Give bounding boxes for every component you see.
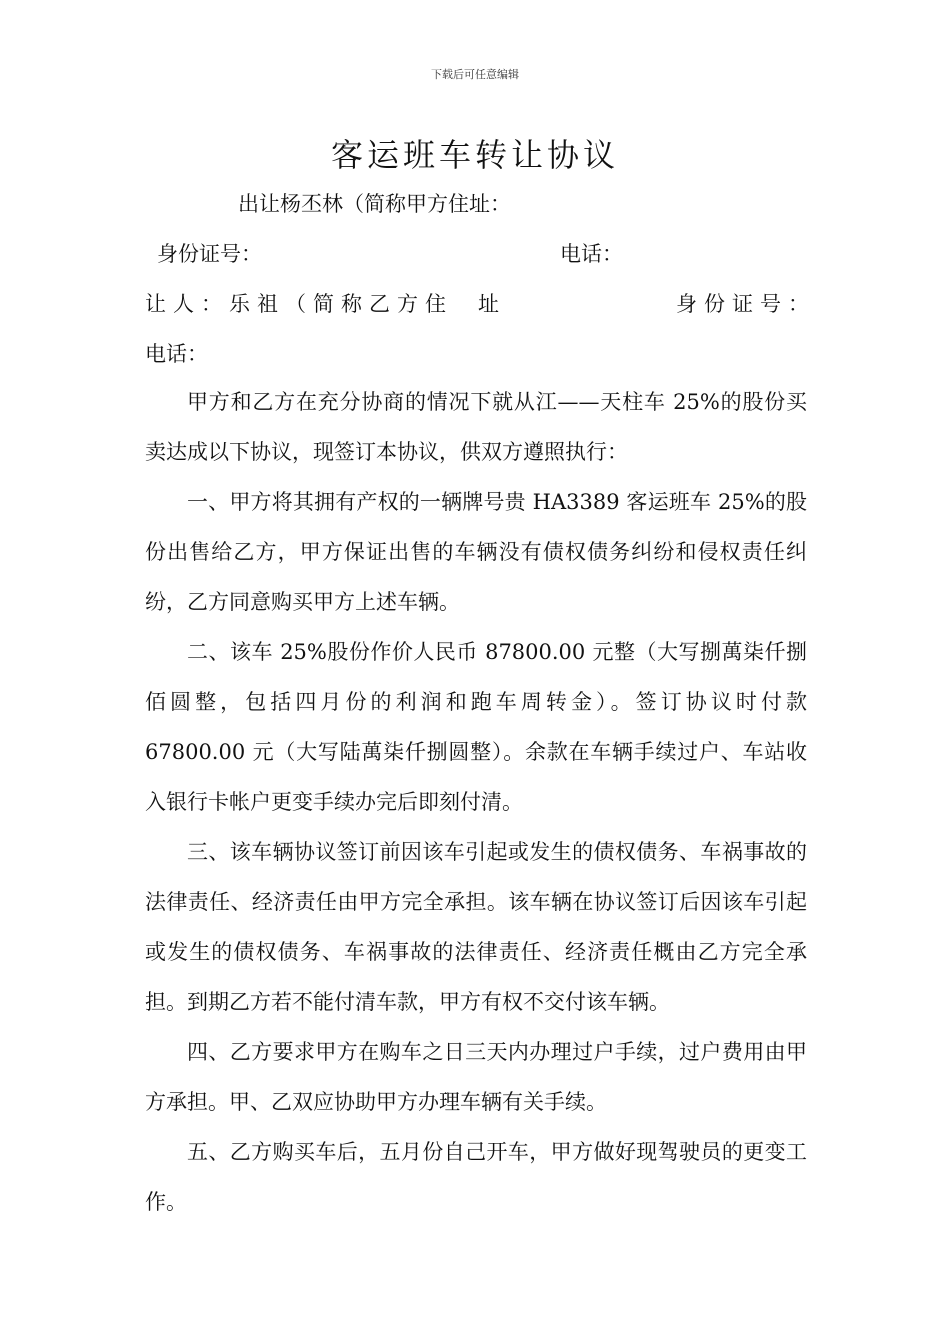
party-a-id-label: 身份证号： bbox=[157, 242, 262, 266]
document-title: 客运班车转让协议 bbox=[330, 136, 619, 174]
paragraph-clause-2: 二、该车 25%股份作价人民币 87800.00 元整（大写捌萬柒仟捌佰圆整，包括四月份的利润和跑车周转金）。签订协议时付款 67800.00 元（大写陆萬柒仟捌圆整）。余款在车辆手续过户、车站收入银行卡帐户更变手续办完后即刻付清。 bbox=[145, 640, 807, 814]
header-note: 下载后可任意编辑 bbox=[431, 68, 519, 81]
party-b-address-label: 址 bbox=[478, 292, 499, 316]
paragraph-intro: 甲方和乙方在充分协商的情况下就从江——天柱车 25%的股份买卖达成以下协议，现签订本协议，供双方遵照执行： bbox=[145, 390, 807, 464]
party-b-id-label: 身份证号： bbox=[676, 292, 816, 316]
party-b-line: 让人：乐祖（简称乙方住 bbox=[145, 292, 453, 316]
party-b-phone-label: 电话： bbox=[145, 342, 208, 366]
paragraph-clause-4: 四、乙方要求甲方在购车之日三天内办理过户手续，过户费用由甲方承担。甲、乙双应协助甲方办理车辆有关手续。 bbox=[145, 1040, 807, 1114]
paragraph-clause-1: 一、甲方将其拥有产权的一辆牌号贵 HA3389 客运班车 25%的股份出售给乙方，甲方保证出售的车辆没有债权债务纠纷和侵权责任纠纷，乙方同意购买甲方上述车辆。 bbox=[145, 490, 807, 614]
paragraph-clause-5: 五、乙方购买车后，五月份自己开车，甲方做好现驾驶员的更变工作。 bbox=[145, 1140, 807, 1214]
paragraph-clause-3: 三、该车辆协议签订前因该车引起或发生的债权债务、车祸事故的法律责任、经济责任由甲方完全承担。该车辆在协议签订后因该车引起或发生的债权债务、车祸事故的法律责任、经济责任概由乙方完全承担。到期乙方若不能付清车款，甲方有权不交付该车辆。 bbox=[145, 840, 807, 1014]
party-a-line: 出让杨丕林（简称甲方住址： bbox=[238, 192, 511, 216]
party-a-phone-label: 电话： bbox=[560, 242, 623, 266]
